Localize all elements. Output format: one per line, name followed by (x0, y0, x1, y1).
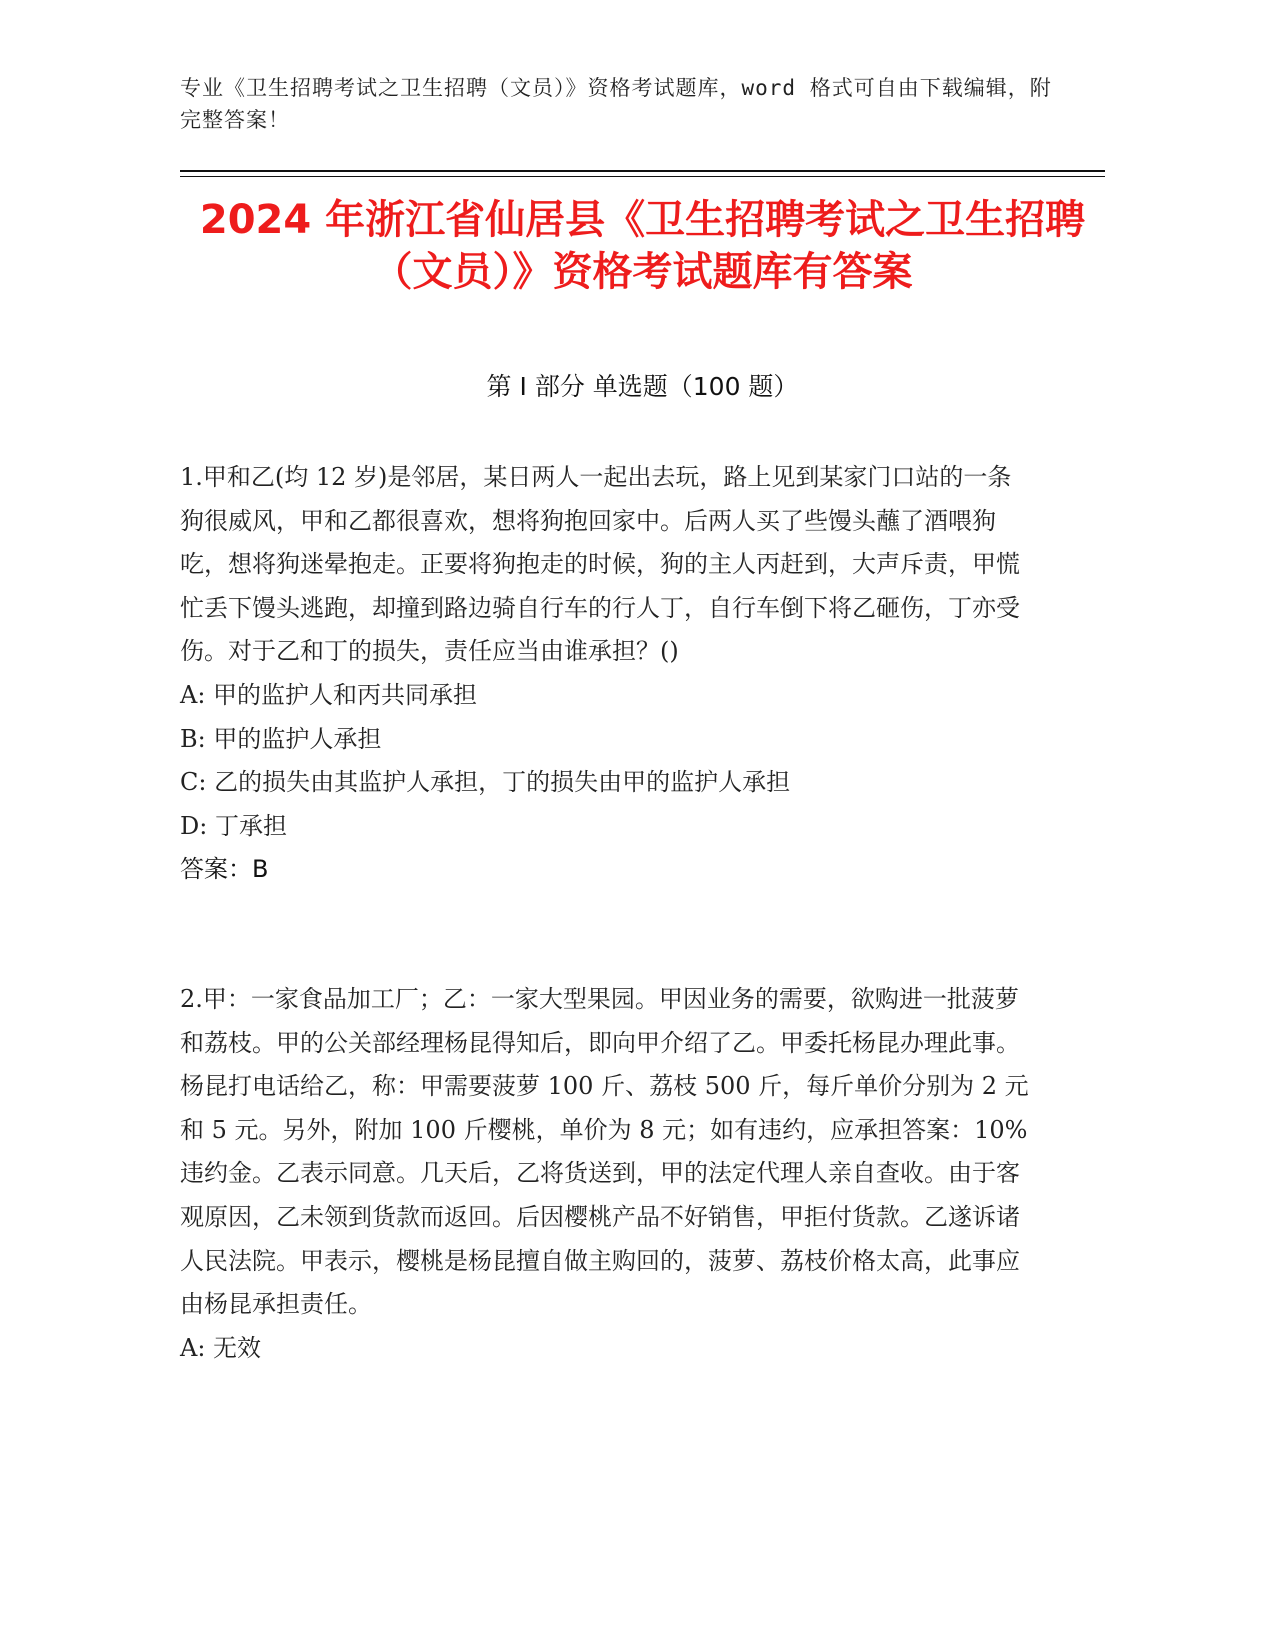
document-title: 2024 年浙江省仙居县《卫生招聘考试之卫生招聘（文员）》资格考试题库有答案 (199, 197, 1086, 295)
question-1-option-a: A: 甲的监护人和丙共同承担 (180, 680, 478, 709)
question-1-text: 1.甲和乙(均 12 岁)是邻居，某日两人一起出去玩，路上见到某家门口站的一条狗很威风，甲和乙都很喜欢，想将狗抱回家中。后两人买了些馒头蘸了酒喂狗吃，想将狗迷晕抱走。正要将狗抱走的时候，狗的主人丙赶到，大声斥责，甲慌忙丢下馒头逃跑，却撞到路边骑自行车的行人丁，自行车倒下将乙砸伤，丁亦受伤。对于乙和丁的损失，责任应当由谁承担？() (180, 463, 1020, 666)
question-1 (180, 456, 1030, 892)
question-1-option-c: C: 乙的损失由其监护人承担，丁的损失由甲的监护人承担 (180, 768, 791, 797)
question-2-text: 2.甲：一家食品加工厂；乙：一家大型果园。甲因业务的需要，欲购进一批菠萝和荔枝。甲的公关部经理杨昆得知后，即向甲介绍了乙。甲委托杨昆办理此事。杨昆打电话给乙，称：甲需要菠萝 100 斤、荔枝 500 斤，每斤单价分别为 2 元和 5 元。另外，附加 100 斤樱桃，单价为 8 元；如有违约，应承担答案：10%违约金。乙表示同意。几天后，乙将货送到，甲的法定代理人亲自查收。由于客观原因，乙未领到货款而返回。后因樱桃产品不好销售，甲拒付货款。乙遂诉诸人民法院。甲表示，樱桃是杨昆擅自做主购回的，菠萝、荔枝价格太高，此事应由杨昆承担责任。 (180, 985, 1029, 1319)
question-1-option-d: D: 丁承担 (180, 811, 287, 840)
question-1-option-b: B: 甲的监护人承担 (180, 724, 382, 753)
question-2 (180, 978, 1030, 1370)
header-divider-thick (180, 170, 1105, 172)
section-heading: 第 I 部分 单选题（100 题） (486, 372, 799, 401)
question-2-option-a: A: 无效 (180, 1333, 262, 1362)
question-1-answer: 答案：B (180, 855, 269, 884)
header-divider-thin (180, 176, 1105, 177)
header-note: 专业《卫生招聘考试之卫生招聘（文员）》资格考试题库，word 格式可自由下载编辑，附完整答案！ (180, 76, 1052, 132)
